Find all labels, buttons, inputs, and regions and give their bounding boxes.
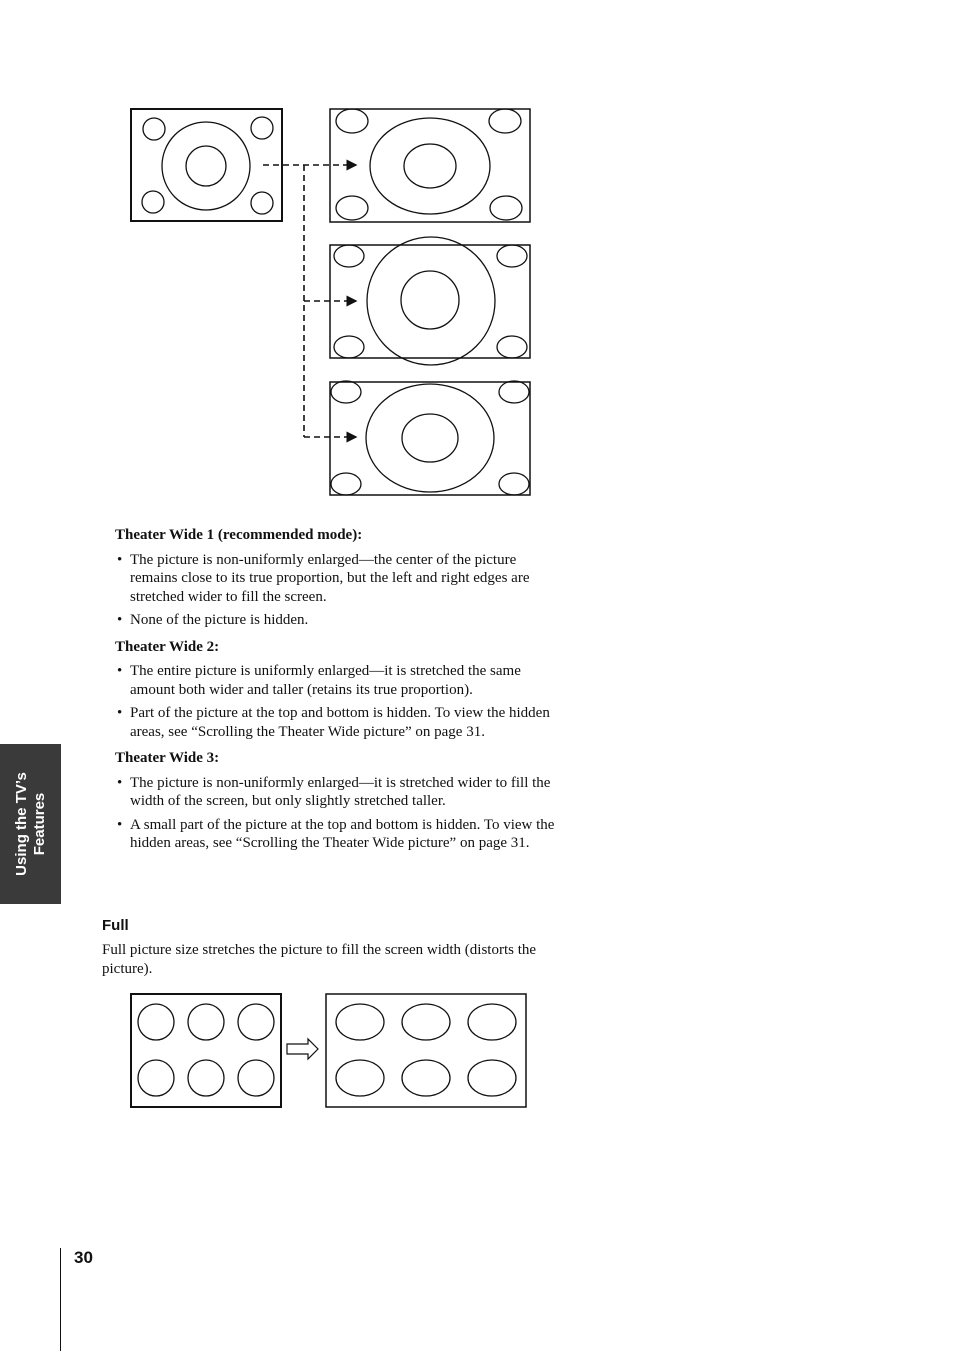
full-source-picture bbox=[131, 994, 281, 1107]
full-stretched-picture bbox=[326, 994, 526, 1107]
theater-wide-3-heading: Theater Wide 3: bbox=[115, 750, 220, 766]
bullet-item: • Part of the picture at the top and bottom is hidden. To view the hidden areas, see “Scrolling the Theater Wide picture” on page 31. bbox=[102, 704, 562, 741]
bullet-item: • The entire picture is uniformly enlarged—it is stretched the same amount both wider and taller (retains its true proportion). bbox=[102, 662, 562, 699]
full-description: Full picture size stretches the picture to fill the screen width (distorts the picture). bbox=[102, 942, 537, 977]
bullet-item: • None of the picture is hidden. bbox=[102, 611, 562, 630]
bullet-item: • The picture is non-uniformly enlarged—it is stretched wider to fill the width of the screen, but only slightly stretched taller. bbox=[102, 774, 562, 811]
side-tab-line-1: Using the TV’s bbox=[12, 772, 30, 876]
mode-arrows bbox=[263, 165, 356, 437]
theater-wide-3-section bbox=[102, 749, 562, 853]
theater-wide-2-picture bbox=[330, 237, 530, 365]
theater-wide-2-heading: Theater Wide 2: bbox=[115, 638, 220, 655]
full-arrow-icon bbox=[287, 1039, 318, 1059]
section-side-tab bbox=[0, 744, 61, 904]
theater-wide-1-section bbox=[102, 526, 562, 630]
theater-wide-1-picture bbox=[330, 109, 530, 222]
bullet-item: • A small part of the picture at the top and bottom is hidden. To view the hidden areas, see “Scrolling the Theater Wide picture” on page 31. bbox=[102, 816, 562, 853]
theater-wide-2-section bbox=[102, 638, 562, 742]
source-picture bbox=[131, 109, 282, 221]
theater-wide-1-heading: Theater Wide 1 (recommended mode): bbox=[115, 527, 363, 543]
bullet-item: • The picture is non-uniformly enlarged—the center of the picture remains close to its true proportion, but the left and right edges are stretched wider to fill the screen. bbox=[102, 551, 562, 607]
side-tab-label bbox=[13, 772, 49, 876]
full-heading: Full bbox=[102, 917, 129, 934]
side-tab-line-2: Features bbox=[30, 792, 48, 856]
theater-wide-descriptions bbox=[102, 526, 562, 861]
page-number: 30 bbox=[74, 1248, 93, 1267]
theater-wide-diagram bbox=[0, 0, 954, 520]
page-margin-rule bbox=[60, 1248, 61, 1351]
theater-wide-3-picture bbox=[330, 381, 530, 495]
